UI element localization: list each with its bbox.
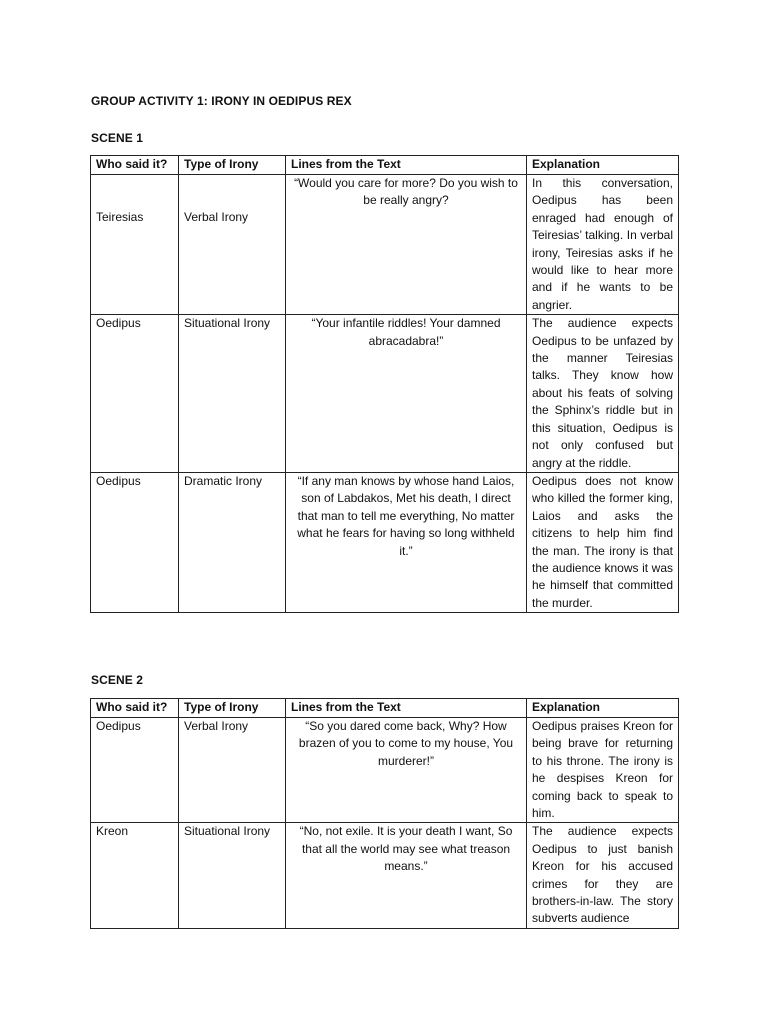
cell-type: Situational Irony <box>179 315 286 473</box>
cell-lines: “Would you care for more? Do you wish to be really angry? <box>286 175 527 315</box>
table-row <box>91 718 679 823</box>
cell-explanation: In this conversation, Oedipus has been enraged had enough of Teiresias’ talking. In verbal irony, Teiresias asks if he would like to hear more and if he wants to be angrier. <box>527 175 679 315</box>
cell-lines: “No, not exile. It is your death I want, So that all the world may see what treason means.” <box>286 823 527 928</box>
column-header-lines: Lines from the Text <box>286 699 527 718</box>
column-header-explanation: Explanation <box>527 156 679 175</box>
cell-type: Dramatic Irony <box>179 472 286 612</box>
table-row <box>91 472 679 612</box>
cell-type: Verbal Irony <box>179 175 286 315</box>
cell-who: Kreon <box>91 823 179 928</box>
column-header-lines: Lines from the Text <box>286 156 527 175</box>
cell-who: Oedipus <box>91 315 179 473</box>
table-header-row <box>91 699 679 718</box>
cell-who: Oedipus <box>91 718 179 823</box>
scene-2-table <box>90 698 679 929</box>
cell-type: Situational Irony <box>179 823 286 928</box>
column-header-explanation: Explanation <box>527 699 679 718</box>
cell-type: Verbal Irony <box>179 718 286 823</box>
scene-1-heading: SCENE 1 <box>91 131 144 145</box>
cell-who: Oedipus <box>91 472 179 612</box>
cell-explanation: The audience expects Oedipus to be unfazed by the manner Teiresias talks. They know how about his feats of solving the Sphinx’s riddle but in this situation, Oedipus is not only confused but angry at the riddle. <box>527 315 679 473</box>
cell-who: Teiresias <box>91 175 179 315</box>
cell-lines: “So you dared come back, Why? How brazen of you to come to my house, You murderer!” <box>286 718 527 823</box>
cell-explanation: Oedipus does not know who killed the former king, Laios and asks the citizens to help him find the man. The irony is that the audience knows it was he himself that committed the murder. <box>527 472 679 612</box>
scene-1-table <box>90 155 679 613</box>
scene-2-heading: SCENE 2 <box>91 673 144 687</box>
cell-explanation: Oedipus praises Kreon for being brave for returning to his throne. The irony is he despises Kreon for coming back to speak to him. <box>527 718 679 823</box>
column-header-who: Who said it? <box>91 699 179 718</box>
table-row <box>91 823 679 928</box>
cell-lines: “Your infantile riddles! Your damned abracadabra!” <box>286 315 527 473</box>
column-header-type: Type of Irony <box>179 156 286 175</box>
cell-lines: “If any man knows by whose hand Laios, son of Labdakos, Met his death, I direct that man to tell me everything, No matter what he fears for having so long withheld it.” <box>286 472 527 612</box>
table-header-row <box>91 156 679 175</box>
column-header-who: Who said it? <box>91 156 179 175</box>
table-row <box>91 175 679 315</box>
column-header-type: Type of Irony <box>179 699 286 718</box>
table-row <box>91 315 679 473</box>
document-title: GROUP ACTIVITY 1: IRONY IN OEDIPUS REX <box>91 94 352 108</box>
cell-explanation: The audience expects Oedipus to just banish Kreon for his accused crimes for they are brothers-in-law. The story subverts audience <box>527 823 679 928</box>
